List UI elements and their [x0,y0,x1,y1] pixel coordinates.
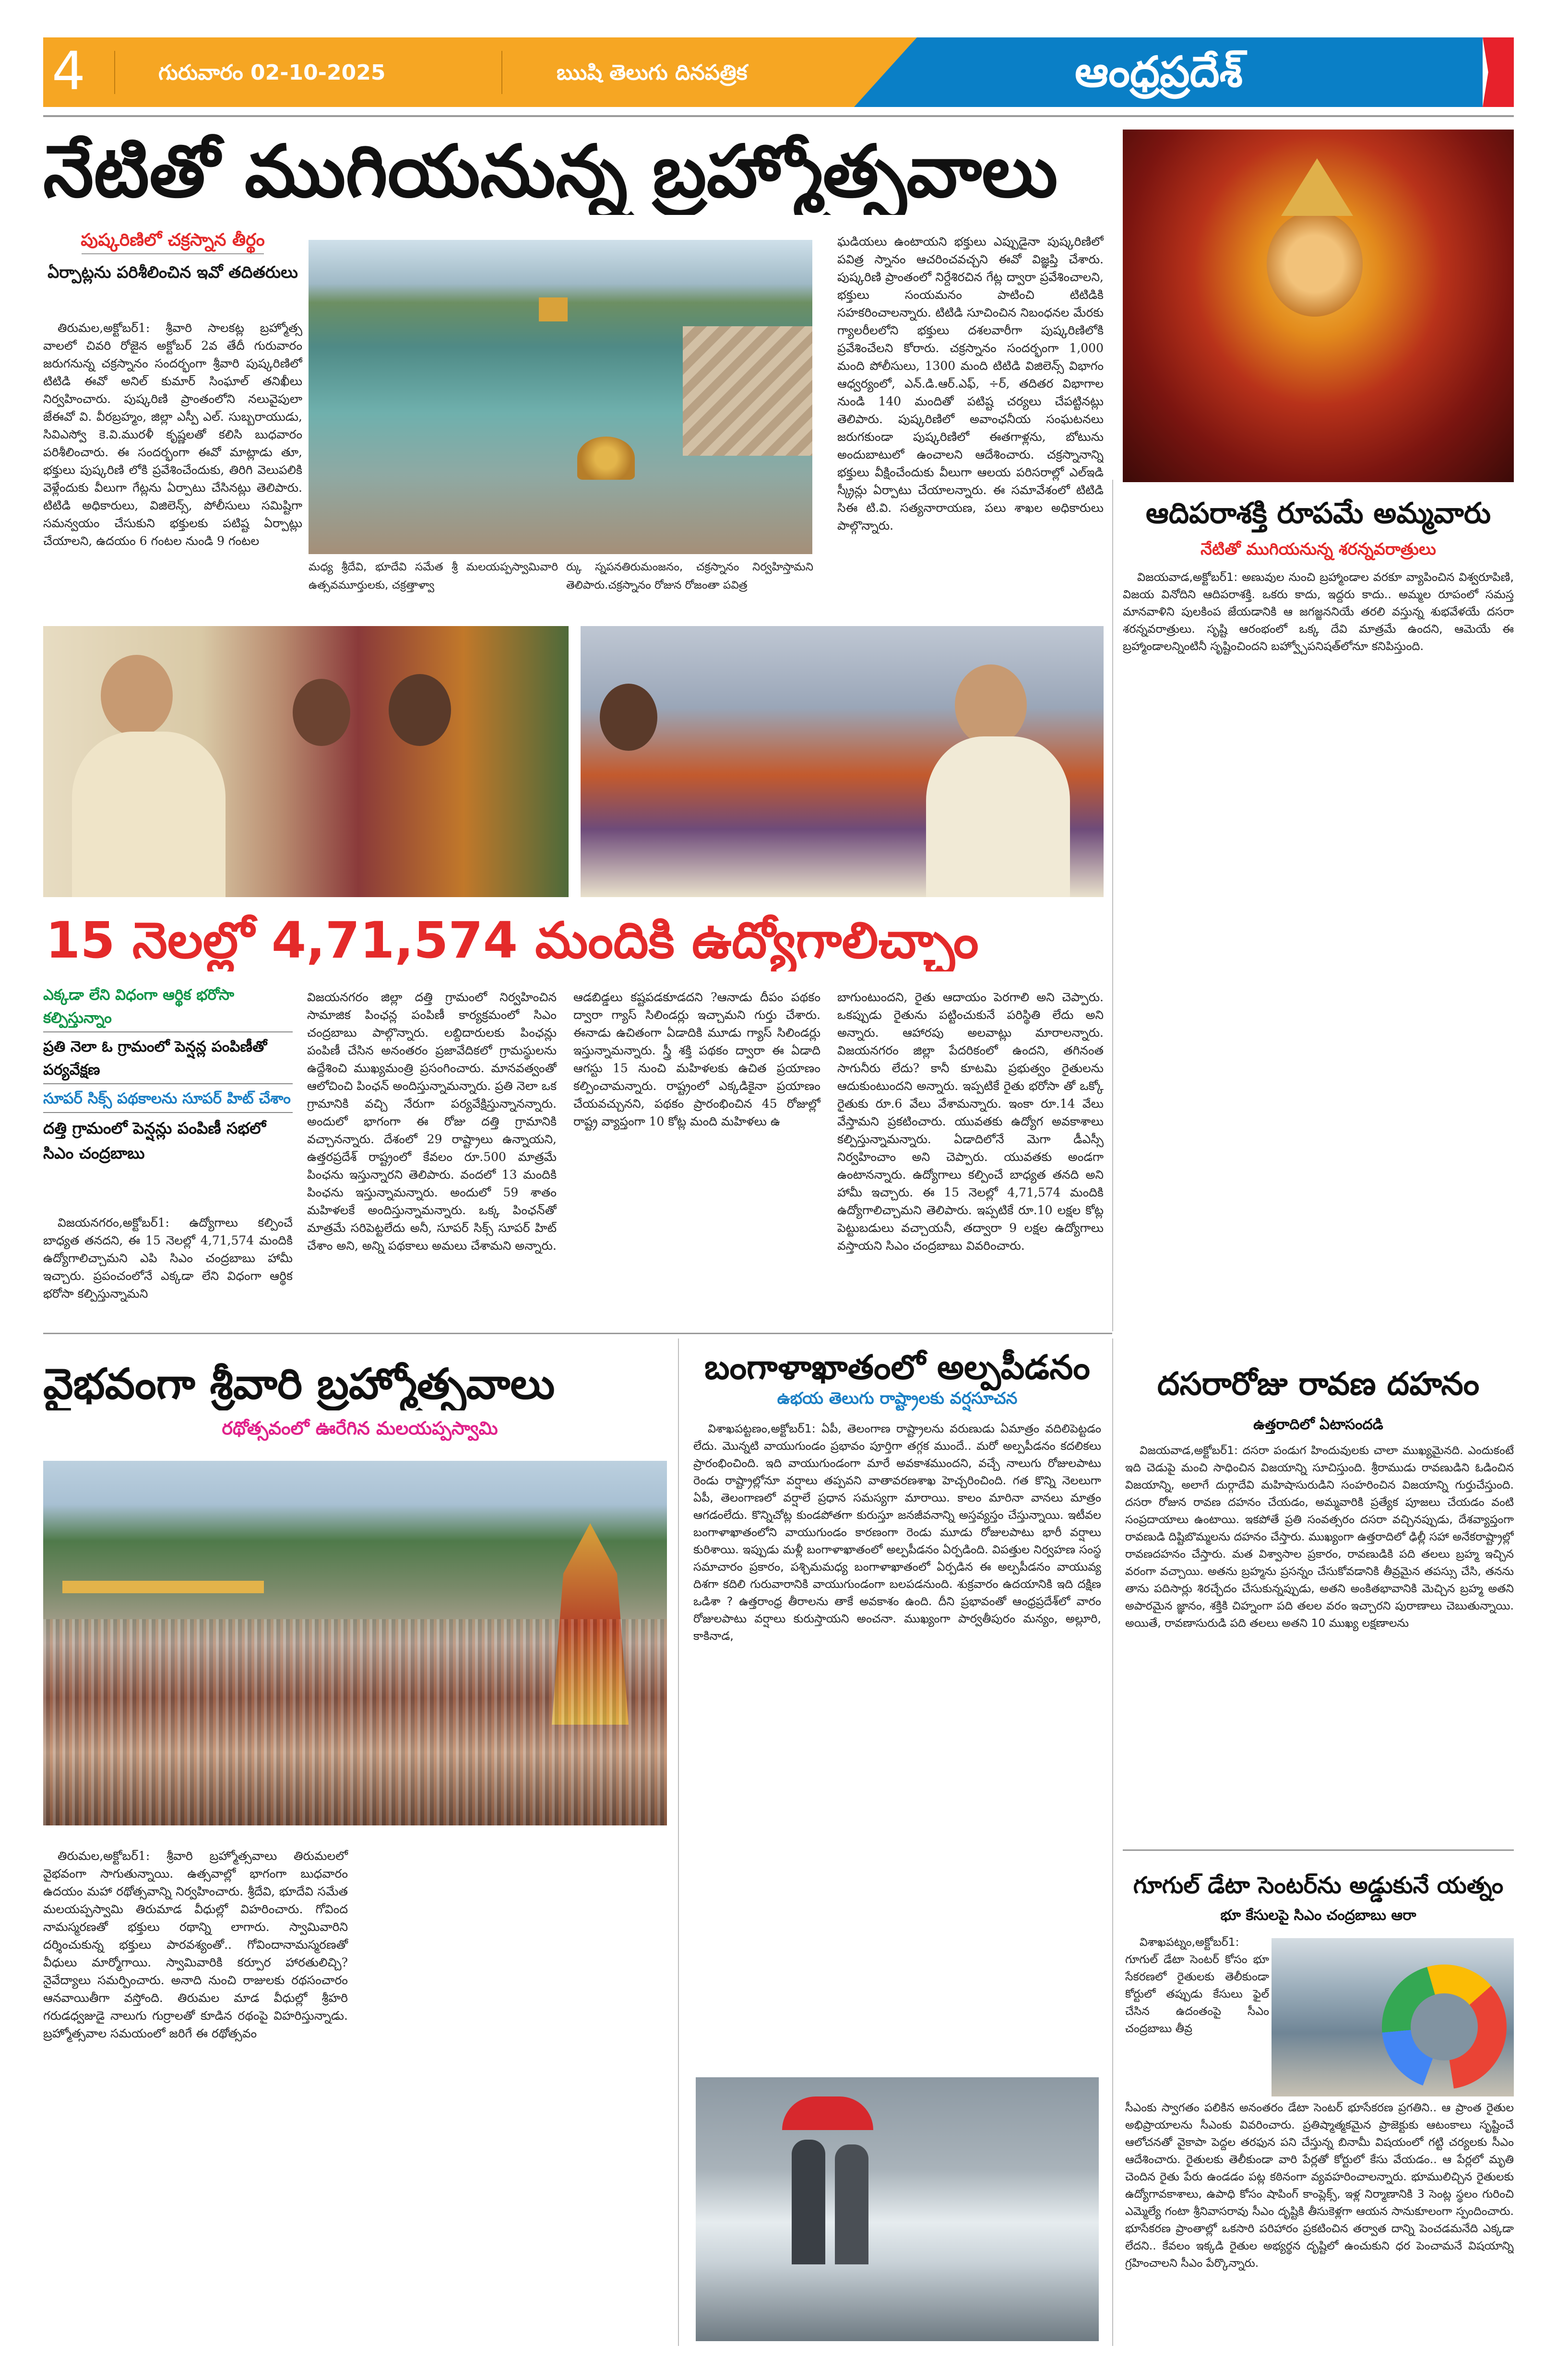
person-shirt [72,732,226,897]
paragraph: తిరుమల,అక్టోబర్1: శ్రీవారి సాలకట్ల బ్రహ్మోత్స వాలలో చివరి రోజైన అక్టోబర్ 2వ తేదీ గురువారం జరుగనున్న చక్రస్నానం సందర్భంగా శ్రీవారి పుష్కరిణిలో టిటిడి ఈవో అనిల్ కుమార్ సింఘాల్ తనిఖీలు నిర్వహించారు. పుష్కరిణి ప్రాంతంలోని నలువైపులా జేఈవో వి. వీరబ్రహ్మం, జిల్లా ఎస్పీ ఎల్. సుబ్బరాయుడు, సివిఎస్వో కె.వి.మురళీ కృష్ణలతో కలిసి బుధవారం పరిశీలించారు. ఈ సందర్భంగా ఈవో మాట్లాడు తూ, భక్తులు పుష్కరిణి లోకి ప్రవేశించేందుకు, తిరిగి వెలుపలికి వెళ్లేందుకు వీలుగా గేట్లను ఏర్పాటు చేసినట్లు తెలిపారు. టిటిడి అధికారులు, విజిలెన్స్, పోలీసులు సమిష్టిగా సమన్వయం చేసుకుని భక్తులకు పటిష్ట ఏర్పాట్లు చేయాలని, ఉదయం 6 గంటల నుండి 9 గంటల [43,321,302,548]
rain-photo [696,2077,1099,2341]
date: గురువారం 02-10-2025 [158,60,386,85]
divider [501,51,502,94]
paragraph: విజయవాడ,అక్టోబర్1: దసరా పండుగ హిందువులకు చాలా ముఖ్యమైనది. ఎందుకంటే ఇది చెడుపై మంచి సాధించిన విజయాన్ని సూచిస్తుంది. శ్రీరాముడు రావణుడిని ఓడించిన విజయాన్ని, అలాగే దుర్గాదేవి మహిషాసురుడిని సంహరించిన విజయాన్ని గుర్తుచేస్తుంది. దసరా రోజున రావణ దహనం చేయడం, అమ్మవారికి ప్రత్యేక పూజలు చేయడం వంటి సంప్రదాయాలు ఉంటాయి. ఇకపోతే ప్రతి సంవత్సరం దసరా వచ్చినప్పుడు, దేశవ్యాప్తంగా రావణుడి దిష్టిబొమ్మలను దహనం చేస్తారు. ముఖ్యంగా ఉత్తరాదిలో ఢిల్లీ సహా అనేకరాష్ట్రాల్లో రావణదహనం చేస్తారు. మత విశ్వాసాల ప్రకారం, రావణుడికి పది తలలు బ్రహ్మ ఇచ్చిన వరంగా వచ్చాయి. అతను బ్రహ్మను ప్రసన్నం చేసుకోవడానికి తీవ్రమైన తపస్సు చేసి, తనను తాను పదిసార్లు శిరచ్ఛేదం చేసుకున్నప్పుడు, అతని అంకితభావానికి మెచ్చిన బ్రహ్మ అతని అపారమైన జ్ఞానం, శక్తికి చిహ్నంగా పది తలల వరం ఇచ్చారని పురాణాలు చెబుతున్నాయి. అయితే, రావణాసురుడి పది తలలు అతని 10 ముఖ్య లక్షణాలను [1125,1444,1514,1630]
steps [683,326,812,456]
pond-mandapam [577,437,635,480]
lead-caption-a: మధ్య శ్రీదేవి, భూదేవి సమేత శ్రీ మలయప్పస్వామివారి ఉత్సవమూర్తులకు, చక్రత్తాళ్వా [309,561,558,592]
google-intro [1125,1933,1269,2099]
paragraph: ఘడియలు ఉంటాయని భక్తులు ఎప్పుడైనా పుష్కరిణిలో పవిత్ర స్నానం ఆచరించవచ్చని ఈవో విజ్ఞప్తి చేశారు. పుష్కరిణి ప్రాంతంలో నిర్దేశిరచిన గేట్ల ద్వారా ప్రవేశించాలని, భక్తులు సంయమనం పాటించి టిటిడికి సహకరించాలన్నారు. టిటిడి సూచించిన నిబంధనల మేరకు గ్యాలరీలలోని భక్తులు దశలవారీగా పుష్కరిణిలోకి ప్రవేశించేలని కోరారు. చక్రస్నానం సందర్భంగా 1,000 మంది పోలీసులు, 1300 మంది టిటిడి విజిలెన్స్ విభాగం ఆధ్వర్యంలో, ఎన్.డి.ఆర్.ఎఫ్, ÷ర్, తదితర విభాగాల నుండి 140 మందితో పటిష్ట చర్యలు చేపట్టినట్లు తెలిపారు. పుష్కరిణిలో అవాంఛనీయ సంఘటనలు జరుగకుండా పుష్కరిణిలో ఈతగాళ్లను, బోటును అందుబాటులో ఉంచాలని ఆదేశించారు. చక్రస్నానాన్ని భక్తులు వీక్షించేందుకు వీలుగా ఆలయ పరిసరాల్లో ఎల్ఇడి స్క్రీన్లు ఏర్పాటు చేయాలన్నారు. ఈ సమావేశంలో టిటిడి సిఈ టి.వి. సత్యనారాయణ, పలు శాఖల అధికారులు పాల్గొన్నారు. [837,235,1104,533]
cm-pension-photo-1 [43,626,569,897]
column-divider [1112,1338,1113,2346]
rain-headline: బంగాళాఖాతంలో అల్పపీడనం [704,1348,1090,1387]
umbrella [782,2096,873,2130]
paragraph: విశాఖపట్నం,అక్టోబర్1: గూగుల్ డేటా సెంటర్ కోసం భూ సేకరణలో రైతులకు తెలీకుండా కోర్టులో తప్పుడు కేసులు ఫైల్ చేసిన ఉదంతంపై సీఎం చంద్రబాబు తీవ్ర [1125,1935,1269,2035]
lead-subhead: ఏర్పాట్లను పరిశీలించిన ఇవో తదితరులు [48,263,298,282]
paragraph: విజయనగరం జిల్లా దత్తి గ్రామంలో నిర్వహించిన సామాజిక పింఛన్ల పంపిణీ కార్యక్రమంలో సిఎం చంద్రబాబు పాల్గొన్నారు. లబ్దిదారులకు పింఛన్లు పంపిణీ చేసిన అనంతరం ప్రజావేదికలో గ్రామస్థులను ఉద్దేశించి ముఖ్యమంత్రి ప్రసంగించారు. మానవత్వంతో ఆలోచించి పింఛన్ అందిస్తున్నామన్నారు. ప్రతి నెలా ఒక గ్రామానికి వచ్చి నేరుగా పర్యవేక్షిస్తున్నానన్నారు. అందులో భాగంగా ఈ రోజు దత్తి గ్రామానికి వచ్చానన్నారు. దేశంలో 29 రాష్ట్రాలు ఉన్నాయని, ఉత్తరప్రదేశ్ రాష్ట్రంలో కేవలం రూ.500 మాత్రమే పింఛను ఇస్తున్నారని తెలిపారు. వందలో 13 మందికి పింఛను ఇస్తున్నామన్నారు. అందులో 59 శాతం మహిళలకే అందిస్తున్నామన్నారు. ఒక్క పింఛన్‌తో మాత్రమే సరిపెట్టలేదు అనీ, సూపర్ సిక్స్ సూపర్ హిట్ చేశాం అని, అన్ని పథకాలు అమలు చేశామని అన్నారు. [307,990,557,1253]
person [792,2140,825,2264]
goddess-body [1123,568,1514,1326]
person [101,655,173,736]
paragraph: విజయనగరం,అక్టోబర్1: ఉద్యోగాలు కల్పించే బాధ్యత తనదని, ఈ 15 నెలల్లో 4,71,574 మందికి ఉద్యోగాలిచ్చామని ఎపి సిఎం చంద్రబాబు హామీ ఇచ్చారు. ప్రపంచంలోనే ఎక్కడా లేని విధంగా ఆర్థిక భరోసా కల్పిస్తున్నామని [43,1216,293,1301]
jobs-body-col3 [573,988,820,1324]
goddess-subhead: నేటితో ముగియనున్న శరన్నవరాత్రులు [1200,540,1436,559]
jobs-subhead-4: దత్తి గ్రామంలో పెన్షన్లు పంపిణీ సభలో సిఎం చంద్రబాబు [43,1119,266,1162]
jobs-subhead-3: సూపర్ సిక్స్ పథకాలను సూపర్ హిట్ చేశాం [43,1087,293,1113]
google-logo-icon [1382,1965,1507,2089]
masthead [43,37,1514,107]
rain-body [693,1420,1101,2068]
rathotsavam-photo [43,1461,667,1825]
goddess-headline: ఆదిపరాశక్తి రూపమే అమ్మవారు [1145,497,1491,530]
person [389,674,451,746]
crowd [43,1619,667,1825]
crown [1281,158,1353,216]
divider [43,115,1514,117]
logo-center [1411,1993,1478,2060]
jobs-subhead-2: ప్రతి నెలా ఓ గ్రామంలో పెన్షన్ల పంపిణీతో పర్యవేక్షణ [43,1035,293,1084]
paragraph: ఆడబిడ్డలు కష్టపడకూడదని ?ఆనాడు దీపం పథకం ద్వారా గ్యాస్ సిలిండర్లు ఇచ్చామని గుర్తు చేశారు. ఈనాడు ఉచితంగా ఏడాదికి మూడు గ్యాస్ సిలిండర్లు ఇస్తున్నామన్నారు. స్త్రీ శక్తి పథకం ద్వారా ఈ ఏడాది ఆగస్టు 15 నుంచి మహిళలకు ఉచిత ప్రయాణం కల్పించామన్నారు. రాష్ట్రంలో ఎక్కడికైనా ప్రయాణం చేయవచ్చునని, పథకం ప్రారంభించిన 45 రోజుల్లో రాష్ట్ర వ్యాప్తంగా 10 కోట్ల మంది మహిళలు ఉ [573,990,820,1128]
person [835,2144,868,2264]
google-datacenter-photo [1272,1938,1514,2096]
dasara-headline: దసరారోజు రావణ దహనం [1157,1365,1480,1402]
divider [43,1333,1112,1334]
pushkarini-photo [309,240,812,554]
page-number: 4 [52,40,85,102]
jobs-subhead-1: ఎక్కడా లేని విధంగా ఆర్థిక భరోసా కల్పిస్తున్నాం [43,983,293,1032]
column-divider [1112,480,1113,1331]
dasara-subhead: ఉత్తరాదిలో ఏటాసందడి [1253,1416,1383,1433]
goddess-face [1267,211,1363,317]
rain-subhead: ఉభయ తెలుగు రాష్ట్రాలకు వర్షసూచన [777,1389,1018,1408]
paragraph: బాగుంటుందని, రైతు ఆదాయం పెరగాలి అని చెప్పారు. ఒకప్పుడు రైతును పట్టించుకునే పరిస్థితి లేదు అని అన్నారు. ఆహారపు అలవాట్లు మారాలన్నారు. విజయనగరం జిల్లా పేదరికంలో ఉందని, తగినంత సాగునీరు లేదు? కానీ కూటమి ప్రభుత్వం రైతులను ఆదుకుంటుందని అన్నారు. ఇప్పటికే రైతు భరోసా తో ఒక్కో రైతుకు రూ.6 వేలు వేశామన్నారు. ఇంకా రూ.14 వేలు వేస్తామని ప్రకటించారు. యువతకు ఉద్యోగ అవకాశాలు కల్పిస్తున్నామన్నారు. ఏడాదిలోనే మెగా డీఎస్సీ నిర్వహించాం అని చెప్పారు. యువతకు అండగా ఉంటానన్నారు. ఉద్యోగాలు కల్పించే బాధ్యత తనది అని హామీ ఇచ్చారు. ఈ 15 నెలల్లో 4,71,574 మందికి ఉద్యోగాలిచ్చామని తెలిపారు. ఇప్పటికే రూ.10 లక్షల కోట్ల పెట్టుబడులు వచ్చాయనీ, తద్వారా 9 లక్షల ఉద్యోగాలు వస్తాయని సిఎం చంద్రబాబు వివరించారు. [837,990,1104,1253]
paragraph: విజయవాడ,అక్టోబర్1: అణువుల నుంచి బ్రహ్మాండాల వరకూ వ్యాపించిన విశ్వరూపిణి, విజయ వినోదిని ఆదిపరాశక్తి. ఒకరు కాదు, ఇద్దరు కాదు.. అమ్మల రూపంలో సమస్త మానవాళిని పులకింప జేయడానికి ఆ జగజ్జననియే తరలి వస్తున్న శుభవేళయే దసరా శరన్నవరాత్రులు. సృష్టి ఆరంభంలో ఒక్క దేవి మాత్రమే ఉందని, ఆమెయే ఈ బ్రహ్మాండాలన్నింటినీ సృష్టించిందని బహ్వ్చోపనిషత్‌లోనూ కనిపిస్తుంది. [1123,570,1514,653]
lead-body-col3 [837,233,1104,597]
paragraph: సీఎంకు స్వాగతం పలికిన అనంతరం డేటా సెంటర్ భూసేకరణ ప్రగతిని.. ఆ ప్రాంత రైతుల అభిప్రాయాలను సీఎంకు వివరించారు. ప్రతిష్మాత్మకమైన ప్రాజెక్టుకు ఆటంకాలు సృష్టించే ఆలోచనతో వైకాపా పెద్దల తరఫున పని చేస్తున్న బినామీ విషయంలో గట్టి చర్యలకు సీఎం ఆదేశించారు. రైతులకు తెలీకుండా వారి పేర్లతో కోర్టులో కేసు వేయడం.. ఆ పేర్లలో మృతి చెందిన రైతు పేరు ఉండడం పట్ల కఠినంగా వ్యవహరించాలన్నారు. భూములిచ్చిన రైతులకు ఉద్యోగావకాశాలు, ఉపాధి కోసం షాపింగ్ కాంప్లెక్స్, ఇళ్ల నిర్మాణానికి 3 సెంట్ల స్థలం గురించి ఎమ్మెల్యే గంటా శ్రీనివాసరావు సీఎం దృష్టికి తీసుకెళ్లగా ఆయన సానుకూలంగా స్పందించారు. భూసేకరణ ప్రాంతాల్లో ఒకసారి పరిహారం ప్రకటించిన తర్వాత దాన్ని పెంచడమనేది ఎక్కడా లేదని.. కేవలం ఇక్కడి రైతుల అభ్యర్థన దృష్టిలో ఉంచుకుని ధర పెంచామనే విషయాన్ని గ్రహించాలని సీఎం పేర్కొన్నారు. [1125,2101,1514,2270]
google-subhead: భూ కేసులపై సిఎం చంద్రబాబు ఆరా [1220,1907,1416,1924]
temple-mandapam [539,297,568,321]
person [600,684,657,751]
person [955,664,1027,746]
paper-name: ఋషి తెలుగు దినపత్రిక [557,60,748,85]
section-title: ఆంధ్రప్రదేశ్ [1075,47,1243,96]
cm-pension-photo-2 [581,626,1104,897]
srivari-subhead: రథోత్సవంలో ఊరేగిన మలయప్పస్వామి [222,1418,498,1439]
divider [1123,1849,1514,1851]
srivari-headline: వైభవంగా శ్రీవారి బ్రహ్మోత్సవాలు [43,1359,555,1409]
column-divider [678,1338,679,2346]
divider [82,253,264,254]
jobs-subheads [43,983,293,1166]
google-headline: గూగుల్ డేటా సెంటర్‌ను అడ్డుకునే యత్నం [1133,1872,1504,1899]
paragraph: తిరుమల,అక్టోబర్1: శ్రీవారి బ్రహ్మోత్సవాలు తిరుమలలో వైభవంగా సాగుతున్నాయి. ఉత్సవాల్లో భాగంగా బుధవారం ఉదయం మహా రథోత్సవాన్ని నిర్వహించారు. శ్రీదేవి, భూదేవి సమేత మలయప్పస్వామి తిరుమాడ వీధుల్లో విహరించారు. గోవింద నామస్మరణతో భక్తులు రథాన్ని లాగారు. స్వామివారిని దర్శించుకున్న భక్తులు పారవశ్యంతో.. గోవిందానామస్మరణతో వీధులు మార్మోగాయి. స్వామివారికి కర్పూర హారతులిచ్చి? నైవేద్యాలు సమర్పించారు. అనాది నుంచి రాజులకు రథసంచారం ఆనవాయితీగా వస్తోంది. తిరుమల మాడ వీధుల్లో శ్రీహరి గరుడధ్వజుడై నాలుగు గుర్రాలతో కూడిన రథంపై విహరిస్తున్నాడు. బ్రహ్మోత్సవాల సమయంలో జరిగే ఈ రథోత్సవం [43,1849,348,2040]
lead-kicker: పుష్కరిణిలో చక్రస్నాన తీర్థం [81,230,265,250]
person [293,679,350,746]
lead-caption-b: ర్కు స్నపనతిరుమంజనం, చక్రస్నానం నిర్వహిస్తామని తెలిపారు.చక్రస్నానం రోజున రోజంతా పవిత్ర [566,561,813,592]
person-shirt [926,736,1070,897]
jobs-body-col1 [43,1214,293,1324]
jobs-headline: 15 నెలల్లో 4,71,574 మందికి ఉద్యోగాలిచ్చాం [46,911,979,970]
dasara-body [1125,1442,1514,1840]
divider [114,51,115,94]
arch [62,1581,264,1593]
jobs-body-col2 [307,988,557,1324]
jobs-body-col4 [837,988,1104,1324]
srivari-body [43,1847,667,2341]
lead-body-col1 [43,319,302,602]
paragraph: విశాఖపట్టణం,అక్టోబర్1: ఏపీ, తెలంగాణ రాష్ట్రాలను వరుణుడు ఏమాత్రం వదిలిపెట్టడం లేదు. మొన్నటి వాయుగుండం ప్రభావం పూర్తిగా తగ్గక ముందే.. మరో అల్పపీడనం కదలికలు ప్రారంభించింది. ఇది వాయుగుండంగా మారే అవకాశముందని, వచ్చే నాలుగు రోజులపాటు రెండు రాష్ట్రాల్లోనూ వర్షాలు తప్పవని వాతావరణశాఖ హెచ్చరించింది. గత కొన్ని నెలలుగా ఏపీ, తెలంగాణలో వర్షాలే ప్రధాన సమస్యగా మారాయి. కాలం మారినా వానలు మాత్రం ఆగడంలేదు. కొన్నిచోట్ల కుండపోతగా కురుస్తూ జనజీవనాన్ని అస్తవ్యస్తం చేస్తున్నాయి. ఇటీవల బంగాళాఖాతంలోని వాయుగుండం కారణంగా రెండు మూడు రోజులపాటు భారీ వర్షాలు కురిశాయి. ఇప్పుడు మళ్లీ బంగాళాఖాతంలో అల్పపీడనం ఏర్పడింది. విపత్తుల నిర్వహణ సంస్థ సమాచారం ప్రకారం, పశ్చిమమధ్య బంగాళాఖాతంలో ఏర్పడిన ఈ అల్పపీడనం వాయువ్య దిశగా కదిలి గురువారానికి వాయుగుండంగా బలపడనుంది. శుక్రవారం ఉదయానికి ఇది దక్షిణ ఒడిశా ? ఉత్తరాంధ్ర తీరాలను తాకే అవకాశం ఉంది. దీని ప్రభావంతో ఆంధ్రప్రదేశ్‌లో వారం రోజులపాటు వర్షాలు కురుస్తాయని అంచనా. ముఖ్యంగా పార్వతీపురం మన్యం, అల్లూరి, కాకినాడ, [693,1422,1101,1643]
google-body [1125,2099,1514,2344]
goddess-photo [1123,130,1514,482]
lead-headline: నేటితో ముగియనున్న బ్రహ్మోత్సవాలు [43,130,1058,213]
masthead-red-arrow [1483,37,1514,107]
